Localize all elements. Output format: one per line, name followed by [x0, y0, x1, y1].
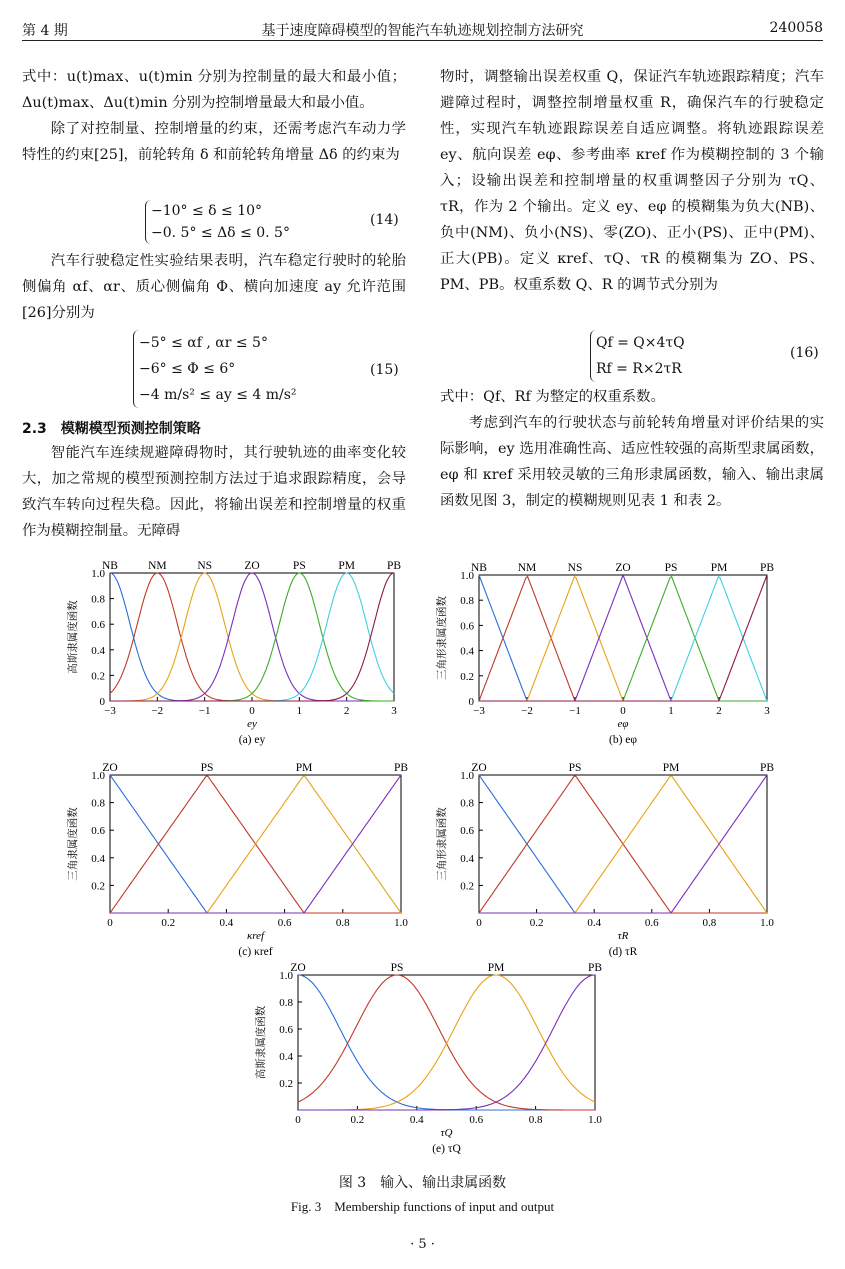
x-tick-label: 0.6: [644, 917, 659, 929]
series-label-PB: PB: [759, 762, 775, 774]
series-line-PM: [110, 776, 401, 913]
series-line-NS: [110, 573, 394, 701]
x-tick-label: 1.0: [760, 917, 774, 929]
series-line-PS: [479, 577, 767, 701]
series-label-PS: PS: [292, 560, 306, 572]
x-axis-label: κref: [246, 930, 265, 942]
series-line-PM: [110, 573, 394, 701]
y-tick-label: 0.8: [460, 797, 474, 810]
y-tick-label: 0.2: [279, 1078, 293, 1090]
paragraph: 式中：Qf、Rf 为整定的权重系数。: [440, 389, 665, 405]
y-tick-label: 0.6: [279, 1024, 293, 1036]
equation-16: Qf = Q×4τQ Rf = R×2τR: [590, 330, 685, 382]
y-tick-label: 1.0: [279, 970, 293, 982]
y-tick-label: 1.0: [91, 568, 105, 580]
y-tick-label: 0.8: [91, 593, 105, 606]
series-line-NM: [479, 577, 767, 701]
y-tick-label: 0.6: [91, 825, 105, 838]
x-tick-label: 0.6: [469, 1114, 484, 1126]
x-tick-label: 1: [668, 705, 674, 717]
x-tick-label: 0.8: [702, 917, 717, 929]
series-label-PM: PM: [295, 762, 313, 774]
section-heading: 2.3 模糊模型预测控制策略: [22, 421, 201, 437]
x-tick-label: 0.4: [587, 917, 602, 929]
article-number: 240058: [769, 20, 823, 36]
right-column-bottom: [440, 384, 824, 514]
y-axis-label: 三角隶属度函数: [67, 807, 79, 881]
chart-panel-5: [254, 962, 602, 1155]
y-tick-label: 0.4: [91, 644, 105, 657]
x-tick-label: 0.2: [161, 917, 176, 929]
figure-caption-cn: 图 3 输入、输出隶属函数: [338, 1175, 507, 1191]
series-line-NS: [479, 577, 767, 701]
series-label-NS: NS: [197, 560, 213, 572]
y-tick-label: 0: [468, 696, 474, 708]
series-line-PS: [110, 573, 394, 701]
series-line-PM: [479, 776, 767, 913]
paragraph: 除了对控制量、控制增量的约束，还需考虑汽车动力学特性的约束[25]，前轮转角 δ 和前轮转角增量 Δδ 的约束为: [22, 121, 406, 163]
y-tick-label: 0.2: [460, 670, 474, 683]
series-label-PS: PS: [200, 762, 214, 774]
series-line-PM: [479, 577, 767, 701]
series-line-PM: [298, 975, 595, 1110]
chart-panel-4: [435, 762, 774, 958]
left-column-bottom: [22, 440, 406, 544]
left-column-top: [22, 64, 406, 168]
subfigure-caption: (e) τQ: [432, 1143, 461, 1155]
series-label-ZO: ZO: [471, 762, 487, 774]
series-label-NM: NM: [148, 560, 167, 572]
x-tick-label: 0.6: [277, 917, 292, 929]
series-label-PM: PM: [487, 962, 505, 974]
y-tick-label: 0: [99, 696, 105, 708]
y-axis-label: 三角形隶属函数: [436, 807, 448, 881]
x-tick-label: 1: [296, 705, 303, 717]
series-label-PM: PM: [710, 562, 728, 574]
series-line-ZO: [479, 575, 767, 701]
left-column-mid: [22, 248, 406, 326]
equation-number: (15): [370, 362, 399, 378]
x-tick-label: 0.2: [350, 1114, 365, 1126]
x-axis-label: eφ: [617, 718, 629, 730]
equation-15: −5° ≤ αf , αr ≤ 5° −6° ≤ Φ ≤ 6° −4 m/s² ≤ ay ≤ 4 m/s²: [133, 330, 297, 408]
series-label-PS: PS: [664, 562, 678, 574]
y-tick-label: 0.6: [460, 620, 474, 633]
series-line-NB: [479, 575, 767, 701]
x-tick-label: 3: [764, 705, 770, 717]
series-label-PM: PM: [338, 560, 355, 572]
equation-number: (16): [790, 345, 819, 361]
x-tick-label: −1: [569, 705, 581, 717]
equation-number: (14): [370, 212, 399, 228]
series-label-PB: PB: [386, 560, 402, 572]
x-tick-label: 0.2: [529, 917, 544, 929]
series-label-NS: NS: [567, 562, 583, 574]
paragraph: 汽车行驶稳定性实验结果表明，汽车稳定行驶时的轮胎侧偏角 αf、αr、质心侧偏角 Φ、横向加速度 ay 允许范围[26]分别为: [22, 253, 406, 321]
plot-frame: [110, 573, 394, 701]
y-tick-label: 0.6: [91, 619, 105, 632]
series-label-PS: PS: [568, 762, 582, 774]
series-label-NB: NB: [471, 562, 487, 574]
subfigure-caption: (b) eφ: [608, 734, 638, 746]
y-tick-label: 0.4: [279, 1051, 293, 1063]
series-line-PB: [479, 575, 767, 701]
y-axis-label: 高斯隶属度函数: [67, 600, 79, 674]
series-label-PB: PB: [587, 962, 603, 974]
subfigure-caption: (c) κref: [238, 946, 273, 958]
y-axis-label: 高斯隶属度函数: [255, 1005, 267, 1080]
y-tick-label: 0.6: [460, 825, 474, 838]
equation-14: −10° ≤ δ ≤ 10° −0. 5° ≤ Δδ ≤ 0. 5°: [145, 200, 290, 244]
x-tick-label: −2: [151, 705, 164, 717]
y-tick-label: 0.8: [460, 595, 474, 608]
issue-label: 第 4 期: [22, 23, 68, 39]
x-axis-label: τQ: [440, 1127, 453, 1139]
x-tick-label: 0: [476, 917, 482, 929]
x-tick-label: 0: [249, 705, 255, 717]
series-line-PB: [110, 573, 394, 701]
y-axis-label: 三角形隶属度函数: [436, 596, 448, 680]
x-axis-label: τR: [617, 930, 629, 942]
y-tick-label: 0.2: [460, 880, 474, 893]
x-tick-label: 0: [107, 917, 113, 929]
plot-frame: [479, 575, 767, 701]
series-line-ZO: [110, 573, 394, 701]
x-tick-label: 0.8: [335, 917, 350, 929]
series-label-PM: PM: [662, 762, 680, 774]
y-tick-label: 1.0: [460, 570, 474, 582]
paragraph: 智能汽车连续规避障碍物时，其行驶轨迹的曲率变化较大，加之常规的模型预测控制方法过于追求跟踪精度，会导致汽车转向过程失稳。因此，将输出误差和控制增量的权重作为模糊控制量。无障碍: [22, 445, 406, 539]
x-tick-label: 2: [343, 705, 350, 717]
journal-article-title: 基于速度障碍模型的智能汽车轨迹规划控制方法研究: [261, 23, 584, 39]
y-tick-label: 0.2: [91, 880, 105, 893]
series-label-ZO: ZO: [290, 962, 306, 974]
series-label-ZO: ZO: [102, 762, 118, 774]
page-number: · 5 ·: [410, 1237, 435, 1252]
subfigure-caption: (d) τR: [608, 946, 638, 958]
paragraph: 考虑到汽车的行驶状态与前轮转角增量对评价结果的实际影响，ey 选用准确性高、适应性较强的高斯型隶属函数，eφ 和 κref 采用较灵敏的三角形隶属函数，输入、输出隶属函数见图 3，制定的模糊规则见表 1 和表 2。: [440, 415, 824, 509]
x-tick-label: 0.4: [409, 1114, 424, 1126]
x-tick-label: 1.0: [588, 1114, 602, 1126]
x-tick-label: 0: [295, 1114, 301, 1126]
membership-function-figure: [0, 555, 845, 1155]
x-tick-label: 2: [716, 705, 722, 717]
chart-panel-1: [66, 560, 401, 746]
y-tick-label: 0.8: [91, 797, 105, 810]
x-tick-label: −3: [104, 705, 116, 717]
series-line-NB: [110, 573, 394, 701]
y-tick-label: 0.8: [279, 997, 293, 1009]
paragraph: 式中：u(t)max、u(t)min 分别为控制量的最大和最小值；Δu(t)max、Δu(t)min 分别为控制增量最大和最小值。: [22, 69, 406, 111]
y-tick-label: 0.4: [91, 852, 105, 865]
y-tick-label: 0.4: [460, 645, 474, 658]
x-tick-label: −1: [198, 705, 211, 717]
series-label-NB: NB: [102, 560, 118, 572]
right-column-top: [440, 64, 824, 298]
series-label-PS: PS: [390, 962, 404, 974]
y-tick-label: 0.2: [91, 670, 105, 683]
chart-panel-3: [66, 762, 408, 958]
chart-panel-2: [435, 562, 774, 746]
subfigure-caption: (a) ey: [238, 734, 266, 746]
series-label-ZO: ZO: [615, 562, 631, 574]
y-tick-label: 1.0: [91, 770, 105, 782]
running-header: [22, 18, 823, 41]
x-tick-label: 3: [391, 705, 397, 717]
series-line-NM: [110, 573, 394, 701]
paragraph: 物时，调整输出误差权重 Q，保证汽车轨迹跟踪精度；汽车避障过程时，调整控制增量权重 R，确保汽车的行驶稳定性，实现汽车轨迹跟踪误差自适应调整。将轨迹跟踪误差 ey、航向误差 eφ、参考曲率 κref 作为模糊控制的 3 个输入；设输出误差和控制增量的权重调整因子分别为 τQ、τR，作为 2 个输出。定义 ey、eφ 的模糊集为负大(NB)、负中(NM)、负小(NS)、零(ZO)、正小(PS)、正中(PM)、正大(PB)。定义 κref、τQ、τR 的模糊集为 ZO、PS、PM、PB。权重系数 Q、R 的调节式分别为: [440, 69, 824, 293]
y-tick-label: 0.4: [460, 852, 474, 865]
x-tick-label: 0.4: [219, 917, 234, 929]
x-tick-label: 1.0: [394, 917, 408, 929]
y-tick-label: 1.0: [460, 770, 474, 782]
series-label-NM: NM: [517, 562, 537, 574]
x-tick-label: 0.8: [528, 1114, 543, 1126]
x-axis-label: ey: [247, 718, 257, 730]
series-label-PB: PB: [393, 762, 409, 774]
series-label-PB: PB: [759, 562, 775, 574]
figure-caption-en: Fig. 3 Membership functions of input and output: [290, 1199, 555, 1214]
x-tick-label: 0: [620, 705, 626, 717]
x-tick-label: −2: [521, 705, 533, 717]
x-tick-label: −3: [473, 705, 485, 717]
series-label-ZO: ZO: [244, 560, 260, 572]
